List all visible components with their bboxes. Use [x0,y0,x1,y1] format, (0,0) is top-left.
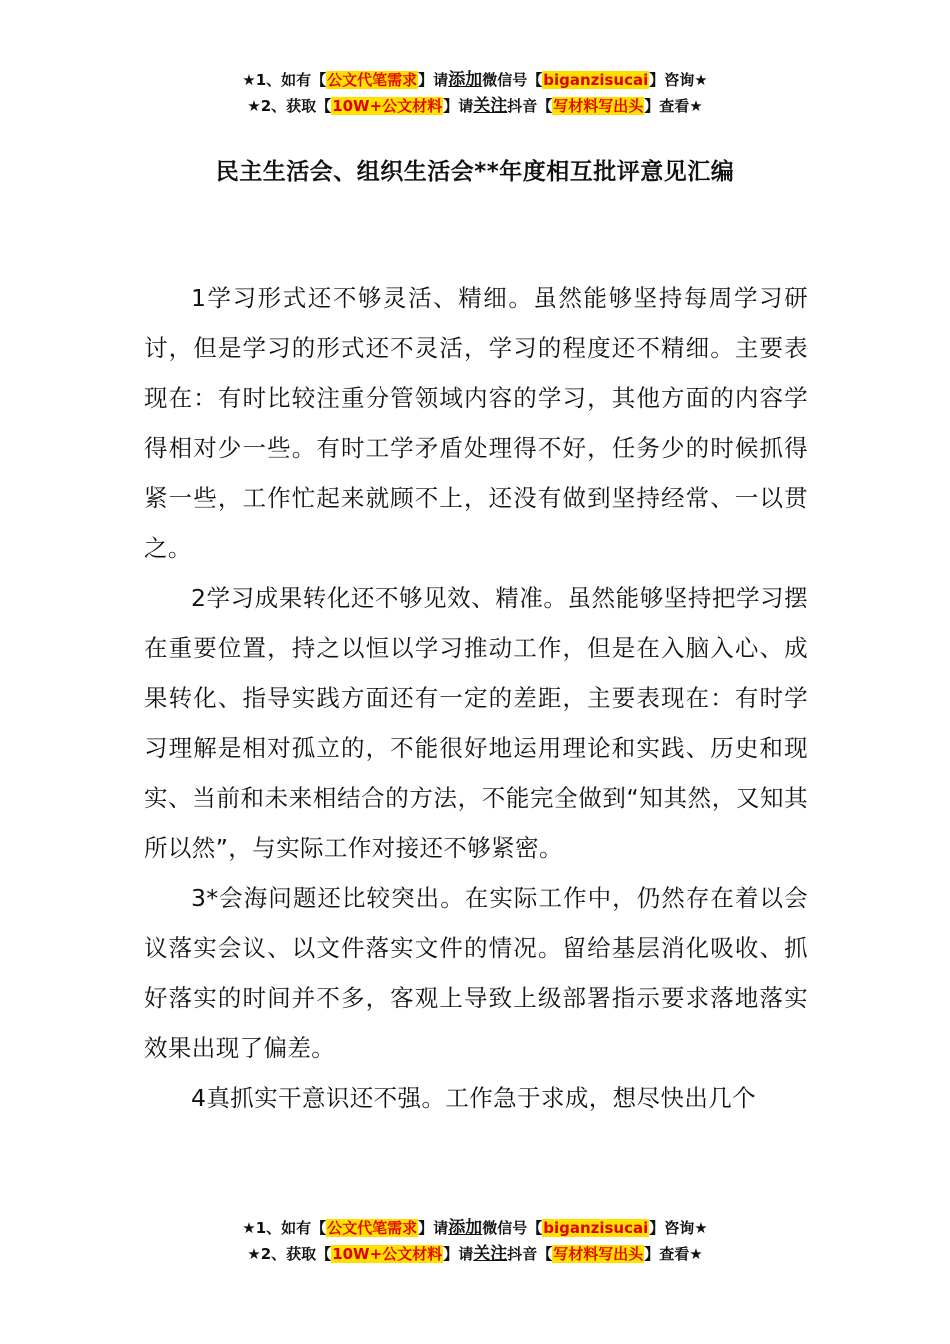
banner-text: 抖音【 [507,1245,553,1263]
banner-text: 】请 [418,1219,449,1237]
paragraph-4: 4真抓实干意识还不强。工作急于求成，想尽快出几个 [191,1084,757,1112]
banner-line-2 [0,93,950,119]
banner-highlight: 10W+公文材料 [332,1245,443,1263]
banner-highlight: biganzisucai [543,71,649,89]
banner-text: 抖音【 [507,97,553,115]
banner-highlight: 公文代笔需求 [327,1219,418,1237]
banner-text: 微信号【 [482,71,543,89]
banner-underline: 添加 [448,70,483,90]
banner-line-1 [0,1215,950,1241]
banner-text: 】查看★ [644,1245,703,1263]
banner-text: 】查看★ [644,97,703,115]
banner-line-2 [0,1241,950,1267]
banner-text: 】请 [443,97,474,115]
document-body [144,273,808,1123]
paragraph-2: 2学习成果转化还不够见效、精准。虽然能够坚持把学习摆在重要位置，持之以恒以学习推动工作，但是在入脑入心、成果转化、指导实践方面还有一定的差距，主要表现在：有时学习理解是相对孤立的，不能很好地运用理论和实践、历史和现实、当前和未来相结合的方法，不能完全做到“知其然，又知其所以然”，与实际工作对接还不够紧密。 [144,584,808,862]
banner-underline: 关注 [473,1244,508,1264]
banner-highlight: 公文代笔需求 [327,71,418,89]
banner-text: ★1、如有【 [242,1219,327,1237]
paragraph-1: 1学习形式还不够灵活、精细。虽然能够坚持每周学习研讨，但是学习的形式还不灵活，学习的程度还不精细。主要表现在：有时比较注重分管领域内容的学习，其他方面的内容学得相对少一些。有时工学矛盾处理得不好，任务少的时候抓得紧一些，工作忙起来就顾不上，还没有做到坚持经常、一以贯之。 [144,284,808,562]
document-title: 民主生活会、组织生活会**年度相互批评意见汇编 [215,159,735,185]
paragraph-3: 3*会海问题还比较突出。在实际工作中，仍然存在着以会议落实会议、以文件落实文件的情况。留给基层消化吸收、抓好落实的时间并不多，客观上导致上级部署指示要求落地落实效果出现了偏差。 [144,884,808,1062]
banner-text: ★1、如有【 [242,71,327,89]
banner-text: 】请 [443,1245,474,1263]
banner-text: 】请 [418,71,449,89]
banner-highlight: biganzisucai [543,1219,649,1237]
banner-highlight: 10W+公文材料 [332,97,443,115]
banner-highlight: 写材料写出头 [553,97,644,115]
header-banner [0,67,950,119]
banner-underline: 添加 [448,1218,483,1238]
banner-text: 】咨询★ [649,1219,708,1237]
banner-highlight: 写材料写出头 [553,1245,644,1263]
banner-text: ★2、获取【 [247,1245,332,1263]
footer-banner [0,1215,950,1267]
banner-underline: 关注 [473,96,508,116]
banner-text: ★2、获取【 [247,97,332,115]
banner-line-1 [0,67,950,93]
banner-text: 微信号【 [482,1219,543,1237]
banner-text: 】咨询★ [649,71,708,89]
